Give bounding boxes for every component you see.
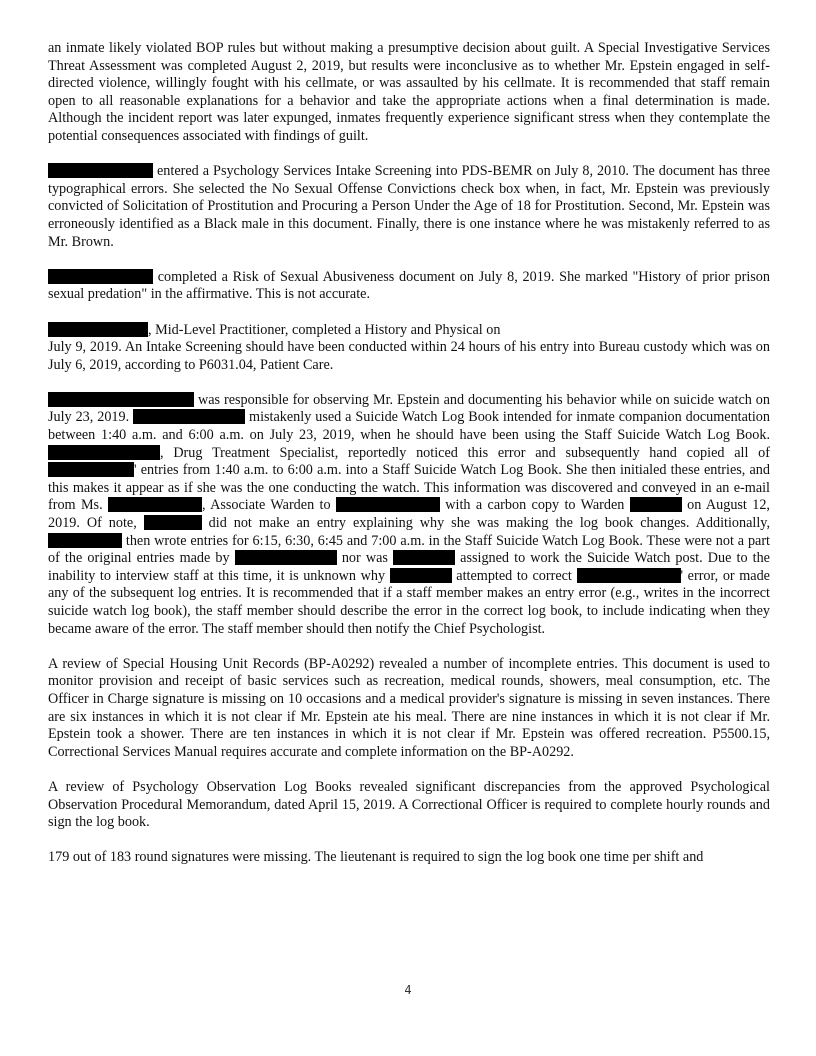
- paragraph-observation-log: A review of Psychology Observation Log Books revealed significant discrepancies from the approved Psychological Observation Procedural Memorandum, dated April 15, 2019. A Correctional Officer is required to complete hourly rounds and sign the log book.: [48, 778, 770, 831]
- redaction: [48, 269, 153, 284]
- redaction: [630, 497, 682, 512]
- paragraph-incident-report: an inmate likely violated BOP rules but without making a presumptive decision about guilt. A Special Investigative Services Threat Assessment was completed August 2, 2019, but results were inconclusive as to whether Mr. Epstein engaged in self- directed violence, willingly fought with his cellmate, or was assaulted by his cellmate. It is recommended that staff remain open to all reasonable explanations for a behavior and take the appropriate actions when a final determination is made. Although the incident report was later expunged, inmates frequently experience significant stress when they contemplate the potential consequences associated with findings of guilt.: [48, 40, 770, 144]
- redaction: [48, 322, 148, 337]
- redaction: [48, 533, 122, 548]
- redaction: [336, 497, 440, 512]
- page-number: 4: [404, 983, 412, 997]
- redaction: [48, 392, 194, 407]
- paragraph-history-physical: , Mid-Level Practitioner, completed a History and Physical on July 9, 2019. An Intake Screening should have been conducted within 24 hours of his entry into Bureau custody which was on July 6, 2019, according to P6031.04, Patient Care.: [48, 321, 770, 373]
- paragraph-sexual-abusiveness: completed a Risk of Sexual Abusiveness document on July 8, 2019. She marked "History of prior prison sexual predation" in the affirmative. This is not accurate.: [48, 268, 770, 303]
- redaction: [390, 568, 452, 583]
- paragraph-round-signatures: 179 out of 183 round signatures were missing. The lieutenant is required to sign the log book one time per shift and: [48, 849, 704, 866]
- paragraph-special-housing: A review of Special Housing Unit Records (BP-A0292) revealed a number of incomplete entries. This document is used to monitor provision and receipt of basic services such as recreation, medical rounds, showers, meal consumption, etc. The Officer in Charge signature is missing on 10 occasions and a medical provider's signature is missing in seven instances. There are six instances in which it is not clear if Mr. Epstein ate his meal. There are nine instances in which it is not clear if Mr. Epstein took a shower. There are ten instances in which it is not clear if Mr. Epstein was offered recreation. P5500.15, Correctional Services Manual requires accurate and complete information on the BP-A0292.: [48, 655, 770, 760]
- redaction: [133, 409, 245, 424]
- redaction: [48, 445, 160, 460]
- redaction: [577, 568, 681, 583]
- redaction: [48, 163, 153, 178]
- redaction: [393, 550, 455, 565]
- redaction: [108, 497, 202, 512]
- redaction: [48, 462, 134, 477]
- paragraph-suicide-watch: was responsible for observing Mr. Epstein and documenting his behavior while on suicide watch on July 23, 2019. mistakenly used a Suicide Watch Log Book intended for inmate companion documentation between 1:40 a.m. and 6:00 a.m. on July 23, 2019, when he should have been using the Staff Suicide Watch Log Book. , Drug Treatment Specialist, reportedly noticed this error and subsequently hand copied all of ' entries from 1:40 a.m. to 6:00 a.m. into a Staff Suicide Watch Log Book. She then initialed these entries, and this makes it appear as if she was the one conducting the watch. This information was discovered and conveyed in an e-mail from Ms. , Associate Warden to with a carbon copy to Warden on August 12, 2019. Of note, did not make an entry explaining why she was making the log book changes. Additionally, then wrote entries for 6:15, 6:30, 6:45 and 7:00 a.m. in the Staff Suicide Watch Log Book. These were not a part of the original entries made by nor was assigned to work the Suicide Watch post. Due to the inability to interview staff at this time, it is unknown why attempted to correct ' error, or made any of the subsequent log entries. It is recommended that if a staff member makes an entry error (e.g., writes in the incorrect suicide watch log book), the staff member should describe the error in the correct log book, to include indicating when they became aware of the error. The staff member should then notify the Chief Psychologist.: [48, 391, 770, 637]
- document-body: [48, 40, 770, 885]
- redaction: [235, 550, 337, 565]
- paragraph-intake-screening: entered a Psychology Services Intake Screening into PDS-BEMR on July 8, 2010. The document has three typographical errors. She selected the No Sexual Offense Convictions check box when, in fact, Mr. Epstein was previously convicted of Solicitation of Prostitution and Procuring a Person Under the Age of 18 for Prostitution. Second, Mr. Epstein was erroneously identified as a Black male in this document. Finally, there is one instance where he was mistakenly referred to as Mr. Brown.: [48, 163, 770, 250]
- redaction: [144, 515, 202, 530]
